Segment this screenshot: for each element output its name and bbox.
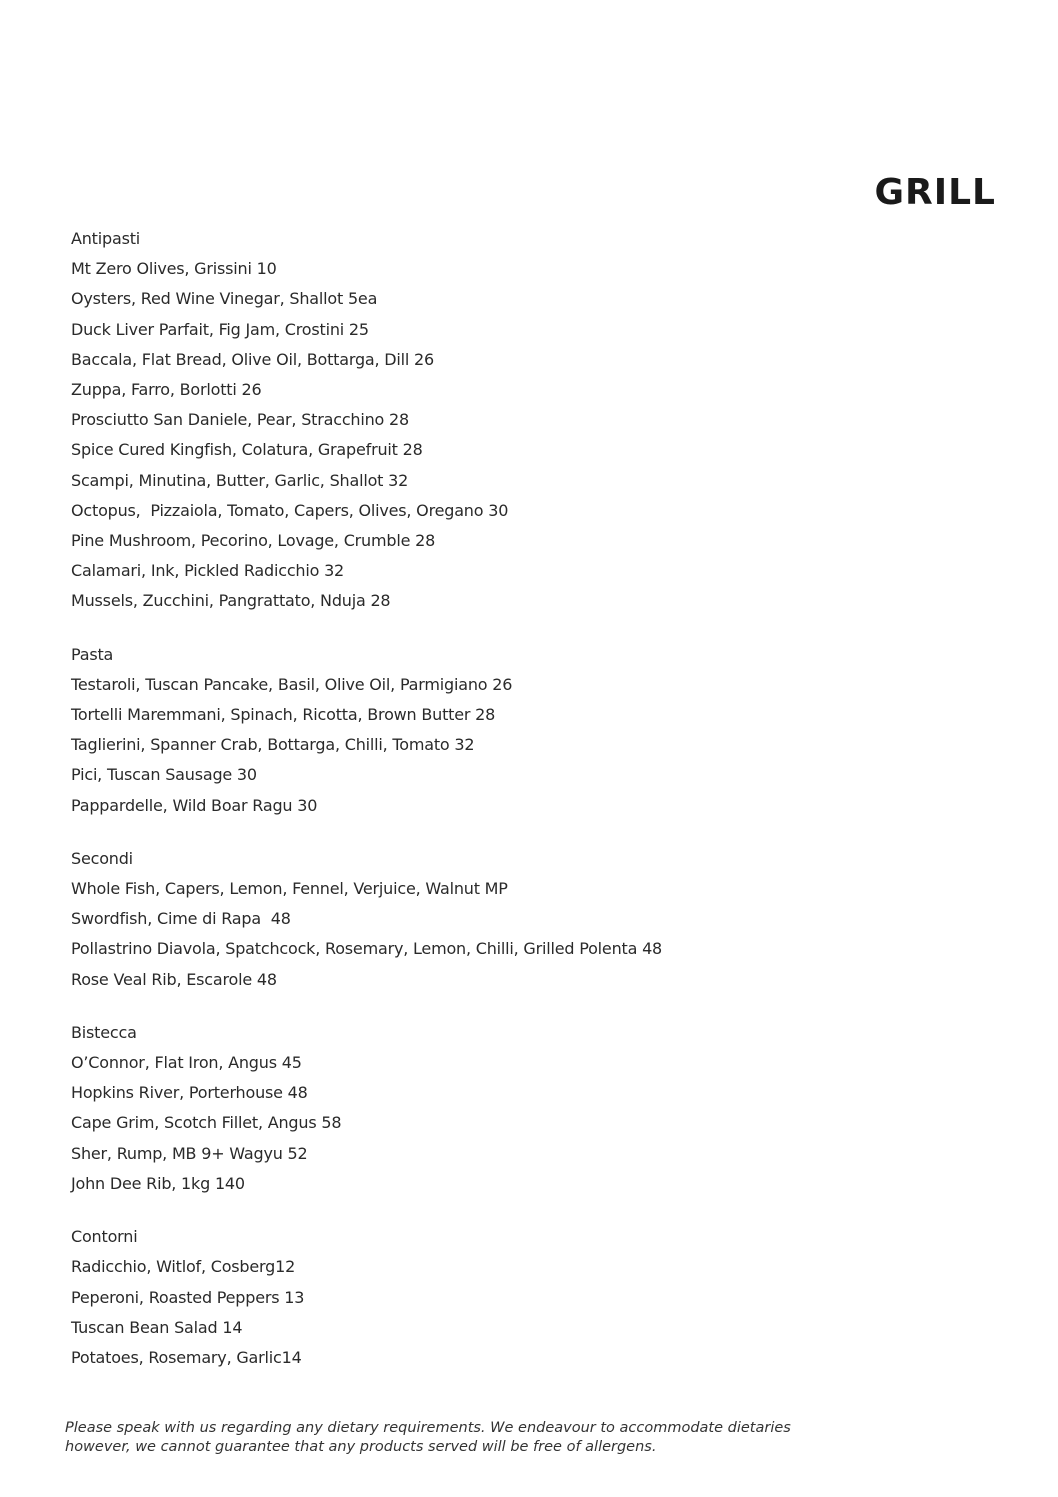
disclaimer-line: Please speak with us regarding any dietary requirements. We endeavour to accommodate dietaries bbox=[65, 1420, 791, 1436]
menu-item: Tuscan Bean Salad 14 bbox=[71, 1317, 243, 1337]
menu-item: Hopkins River, Porterhouse 48 bbox=[71, 1083, 308, 1103]
menu-item: Pollastrino Diavola, Spatchcock, Rosemary, Lemon, Chilli, Grilled Polenta 48 bbox=[71, 939, 663, 959]
menu-item: Radicchio, Witlof, Cosberg12 bbox=[71, 1257, 296, 1277]
menu-item: O’Connor, Flat Iron, Angus 45 bbox=[71, 1053, 302, 1073]
menu-item: Cape Grim, Scotch Fillet, Angus 58 bbox=[71, 1113, 342, 1133]
section-title: Secondi bbox=[71, 848, 133, 868]
menu-list bbox=[71, 254, 971, 616]
menu-item: Potatoes, Rosemary, Garlic14 bbox=[71, 1347, 302, 1367]
menu-item: Calamari, Ink, Pickled Radicchio 32 bbox=[71, 561, 345, 581]
section-title: Pasta bbox=[71, 644, 114, 664]
menu-item: Mt Zero Olives, Grissini 10 bbox=[71, 259, 277, 279]
section-contorni bbox=[71, 1222, 971, 1373]
disclaimer-line: however, we cannot guarantee that any products served will be free of allergens. bbox=[65, 1439, 657, 1455]
menu-item: Taglierini, Spanner Crab, Bottarga, Chilli, Tomato 32 bbox=[71, 735, 475, 755]
menu-list bbox=[71, 1252, 971, 1373]
menu-item: Pappardelle, Wild Boar Ragu 30 bbox=[71, 795, 318, 815]
menu-item: Mussels, Zucchini, Pangrattato, Nduja 28 bbox=[71, 591, 391, 611]
menu-item: Prosciutto San Daniele, Pear, Stracchino 28 bbox=[71, 410, 409, 430]
menu-item: John Dee Rib, 1kg 140 bbox=[71, 1173, 245, 1193]
menu-item: Spice Cured Kingfish, Colatura, Grapefruit 28 bbox=[71, 440, 423, 460]
section-pasta bbox=[71, 640, 971, 821]
section-title: Contorni bbox=[71, 1227, 138, 1247]
dietary-disclaimer bbox=[65, 1419, 825, 1457]
menu-item: Pici, Tuscan Sausage 30 bbox=[71, 765, 257, 785]
menu-item: Tortelli Maremmani, Spinach, Ricotta, Brown Butter 28 bbox=[71, 705, 496, 725]
menu-item: Scampi, Minutina, Butter, Garlic, Shallot 32 bbox=[71, 470, 409, 490]
menu-item: Swordfish, Cime di Rapa 48 bbox=[71, 909, 291, 929]
section-title: Bistecca bbox=[71, 1022, 137, 1042]
section-title: Antipasti bbox=[71, 229, 141, 248]
menu-item: Testaroli, Tuscan Pancake, Basil, Olive Oil, Parmigiano 26 bbox=[71, 674, 513, 694]
menu-item: Pine Mushroom, Pecorino, Lovage, Crumble 28 bbox=[71, 531, 436, 551]
menu-item: Baccala, Flat Bread, Olive Oil, Bottarga, Dill 26 bbox=[71, 349, 434, 369]
menu-list bbox=[71, 874, 971, 995]
menu-item: Octopus, Pizzaiola, Tomato, Capers, Olives, Oregano 30 bbox=[71, 500, 509, 520]
menu-item: Oysters, Red Wine Vinegar, Shallot 5ea bbox=[71, 289, 378, 309]
menu-list bbox=[71, 670, 971, 821]
menu-item: Zuppa, Farro, Borlotti 26 bbox=[71, 380, 262, 400]
menu-item: Duck Liver Parfait, Fig Jam, Crostini 25 bbox=[71, 319, 369, 339]
menu-list bbox=[71, 1048, 971, 1199]
section-antipasti bbox=[71, 224, 971, 617]
menu-item: Sher, Rump, MB 9+ Wagyu 52 bbox=[71, 1143, 308, 1163]
menu-item: Peperoni, Roasted Peppers 13 bbox=[71, 1287, 305, 1307]
section-bistecca bbox=[71, 1018, 971, 1199]
menu-item: Whole Fish, Capers, Lemon, Fennel, Verjuice, Walnut MP bbox=[71, 879, 508, 899]
menu-item: Rose Veal Rib, Escarole 48 bbox=[71, 969, 277, 989]
brand-title: GRILL bbox=[874, 172, 996, 213]
menu bbox=[71, 224, 971, 1396]
section-secondi bbox=[71, 844, 971, 995]
